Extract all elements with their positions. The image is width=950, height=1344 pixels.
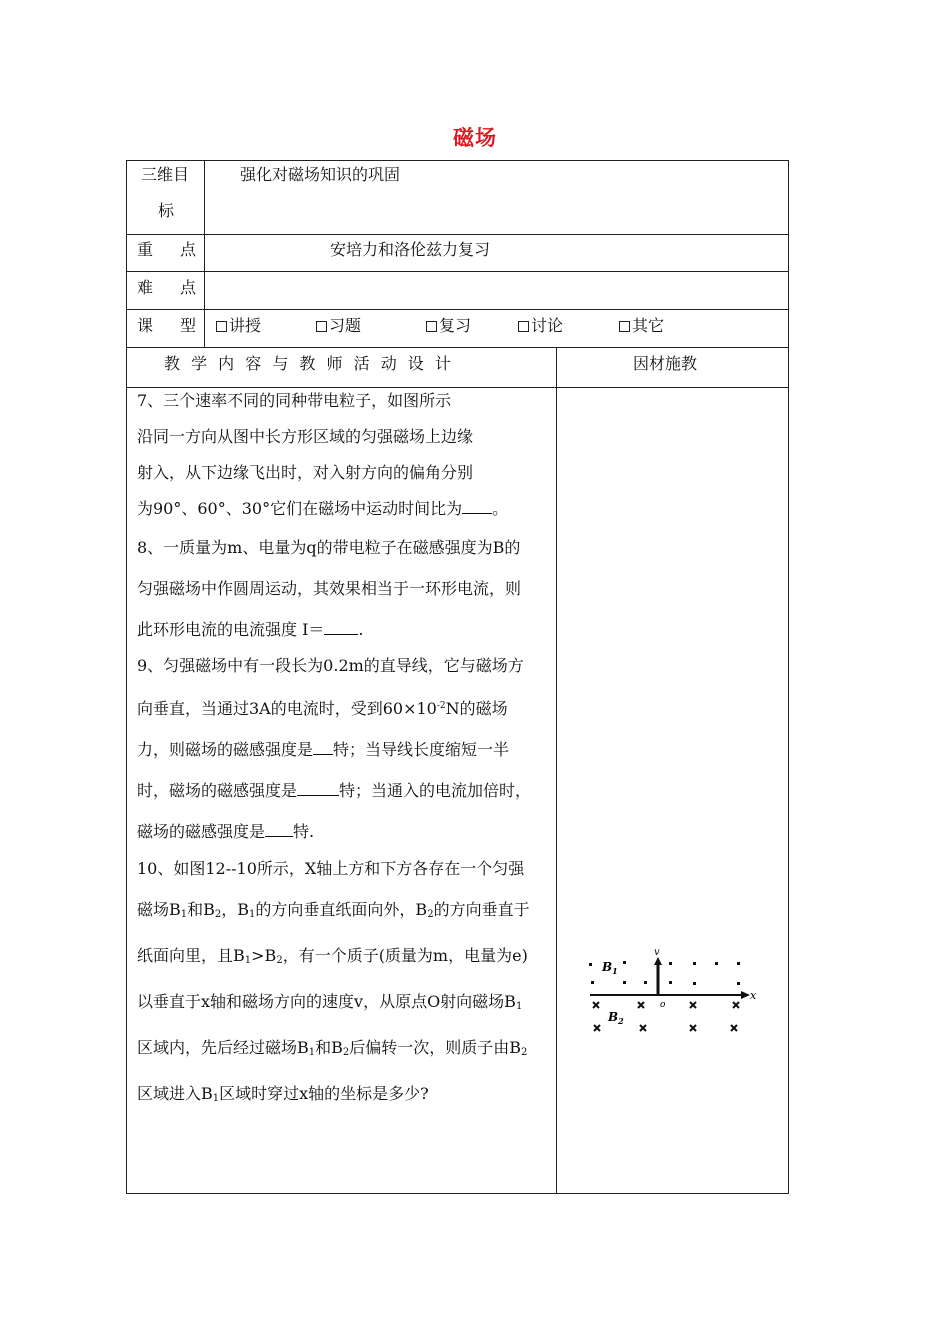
difficult-label-cont: 点 — [180, 278, 197, 297]
goal-label-cont: 标 — [158, 201, 175, 220]
key-label: 重 — [137, 240, 154, 259]
type-option-exercise[interactable]: 习题 — [316, 318, 361, 334]
label-x: x — [750, 989, 757, 1002]
answer-blank[interactable] — [324, 622, 358, 635]
label-origin: o — [660, 1000, 666, 1010]
type-option-lecture[interactable]: 讲授 — [216, 318, 261, 334]
magnetic-field-figure — [586, 945, 758, 1041]
row-divider — [126, 234, 789, 235]
label-b1: $B_1$ — [602, 960, 618, 976]
question-7: 7、三个速率不同的同种带电粒子，如图所示 沿同一方向从图中长方形区域的匀强磁场上边缘 射入，从下边缘飞出时，对入射方向的偏角分别 为90°、60°、30°它们在磁场中运动时间比为 。 — [137, 391, 509, 518]
checkbox-icon[interactable] — [518, 321, 529, 332]
question-8: 8、一质量为m、电量为q的带电粒子在磁感强度为B的 匀强磁场中作圆周运动，其效果相当于一环形电流，则 此环形电流的电流强度 I＝ . — [137, 538, 522, 639]
differentiation-column-header: 因材施教 — [633, 354, 698, 373]
type-label: 课 — [137, 316, 154, 335]
checkbox-icon[interactable] — [316, 321, 327, 332]
goal-value: 强化对磁场知识的巩固 — [240, 165, 401, 184]
question-10: 10、如图12--10所示，X轴上方和下方各存在一个匀强 磁场$B_1$和$B_2$，$B_1$的方向垂直纸面向外，$B_2$的方向垂直于 纸面向里，且$B_1>B_2$，有一个质子(质量为m，电量为e) 以垂直于x轴和磁场方向的速度v，从原点O射向磁场$B_1$ 区域内，先后经过磁场$B_1$和$B_2$后偏转一次，则质子由$B_2$ 区域进入$B_1$区域时穿过x轴的坐标是多少? — [137, 859, 530, 1104]
answer-blank[interactable] — [297, 783, 339, 796]
type-option-other[interactable]: 其它 — [619, 318, 664, 334]
question-9: 9、匀强磁场中有一段长为0.2m的直导线，它与磁场方 向垂直，当通过3A的电流时，受到$60\times 10^{-2}N$的磁场 力，则磁场的磁感强度是 特；当导线长度缩短一半 时，磁场的磁感强度是 特；当通入的电流加倍时， 磁场的磁感强度是 特. — [137, 656, 532, 841]
row-divider — [126, 271, 789, 272]
label-b2: $B_2$ — [608, 1010, 624, 1026]
checkbox-icon[interactable] — [426, 321, 437, 332]
answer-blank[interactable] — [462, 501, 492, 514]
row-divider — [126, 309, 789, 310]
checkbox-icon[interactable] — [619, 321, 630, 332]
checkbox-icon[interactable] — [216, 321, 227, 332]
velocity-arrow — [654, 957, 662, 965]
label-v: v — [654, 947, 660, 958]
answer-blank[interactable] — [313, 742, 333, 755]
x-axis-arrow — [741, 991, 750, 999]
difficult-label: 难 — [137, 278, 154, 297]
key-value: 安培力和洛伦兹力复习 — [330, 240, 491, 259]
type-label-cont: 型 — [180, 316, 197, 335]
page-title: 磁场 — [453, 126, 497, 150]
column-divider — [204, 160, 205, 348]
type-option-review[interactable]: 复习 — [426, 318, 471, 334]
row-divider — [126, 347, 789, 348]
goal-label: 三维目 — [141, 165, 190, 184]
answer-blank[interactable] — [265, 824, 293, 837]
type-option-discussion[interactable]: 讨论 — [518, 318, 563, 334]
key-label-cont: 点 — [180, 240, 197, 259]
content-column-header: 教 学 内 容 与 教 师 活 动 设 计 — [164, 354, 454, 373]
